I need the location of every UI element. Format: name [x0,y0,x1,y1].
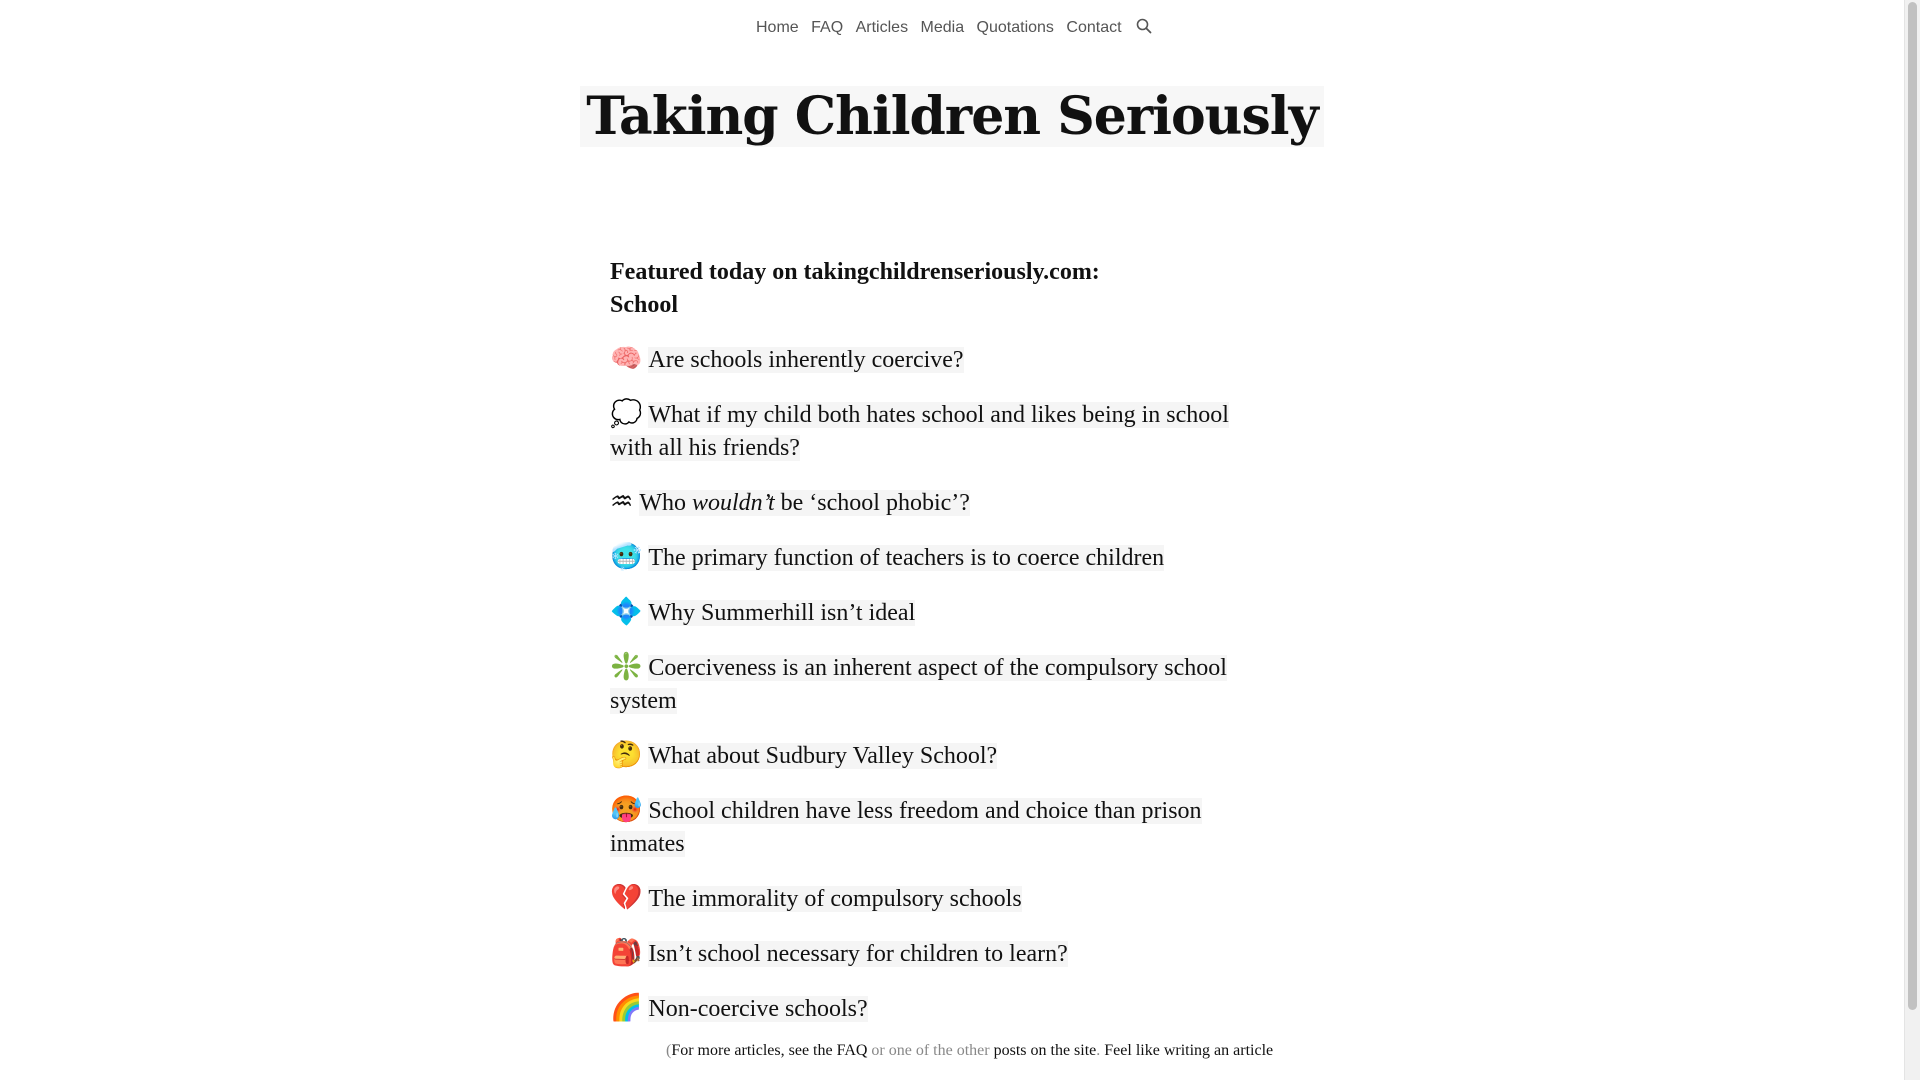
article-link[interactable]: What if my child both hates school and likes being in school with all his friends? [610,402,1229,461]
posts-link[interactable]: posts on the site [993,1042,1097,1059]
list-item [610,651,1270,718]
brain-icon: 🧠 [610,344,643,374]
article-list [610,343,1270,1026]
nav-quotations[interactable]: Quotations [976,19,1054,36]
rainbow-icon: 🌈 [610,993,643,1023]
featured-heading-line1: Featured today on takingchildrenseriously.com: [610,259,1100,285]
scrollbar[interactable] [1904,0,1920,1080]
article-link[interactable] [639,490,970,516]
hot-face-icon: 🥵 [610,795,643,825]
footer-note [666,1040,1286,1062]
nav-articles[interactable]: Articles [855,19,909,36]
list-item [610,343,1270,377]
list-item [610,739,1270,773]
list-item [610,541,1270,575]
nav-contact[interactable]: Contact [1066,19,1122,36]
site-title[interactable] [0,86,1904,147]
article-link[interactable]: What about Sudbury Valley School? [648,743,998,769]
featured-heading-topic: School [610,292,679,318]
write-article-link[interactable]: Feel like writing an article [1104,1042,1274,1059]
thinking-face-icon: 🤔 [610,740,643,770]
backpack-icon: 🎒 [610,938,643,968]
aquarius-icon: ♒ [610,487,634,517]
list-item [610,486,1270,520]
article-title-part: be ‘school phobic’? [774,490,970,516]
search-icon-svg [1136,18,1152,34]
diamond-dot-icon: 💠 [610,597,643,627]
top-navigation [0,18,1904,39]
sparkle-icon: ❇️ [610,652,643,682]
nav-faq[interactable]: FAQ [811,19,844,36]
featured-heading [610,256,1270,322]
nav-media[interactable]: Media [920,19,965,36]
article-title-emphasis: wouldn’t [691,490,775,516]
article-link[interactable]: School children have less freedom and choice than prison inmates [610,798,1202,857]
footer-paren: ( [666,1042,672,1059]
nav-home[interactable]: Home [756,19,799,36]
scrollbar-thumb[interactable] [1908,2,1917,1010]
main-content [610,256,1270,1047]
footer-text: or one of the other [867,1042,994,1059]
faq-link[interactable]: For more articles, see the FAQ [671,1042,868,1059]
list-item [610,882,1270,916]
site-title-text: Taking Children Seriously [580,86,1323,147]
footer-separator: . [1096,1042,1105,1059]
list-item [610,398,1270,465]
cold-face-icon: 🥶 [610,542,643,572]
article-link[interactable]: Why Summerhill isn’t ideal [648,600,916,626]
article-link[interactable]: The primary function of teachers is to coerce children [648,545,1165,571]
list-item [610,596,1270,630]
article-link[interactable]: Are schools inherently coercive? [648,347,964,373]
article-link[interactable]: The immorality of compulsory schools [648,886,1022,912]
list-item [610,937,1270,971]
thought-balloon-icon: 💭 [610,399,643,429]
article-link[interactable]: Isn’t school necessary for children to learn? [648,941,1068,967]
article-link[interactable]: Coerciveness is an inherent aspect of the compulsory school system [610,655,1227,714]
list-item [610,992,1270,1026]
article-link[interactable]: Non-coercive schools? [648,996,868,1022]
article-title-part: Who [639,490,692,516]
list-item [610,794,1270,861]
search-icon[interactable] [1136,18,1152,39]
broken-heart-icon: 💔 [610,883,643,913]
